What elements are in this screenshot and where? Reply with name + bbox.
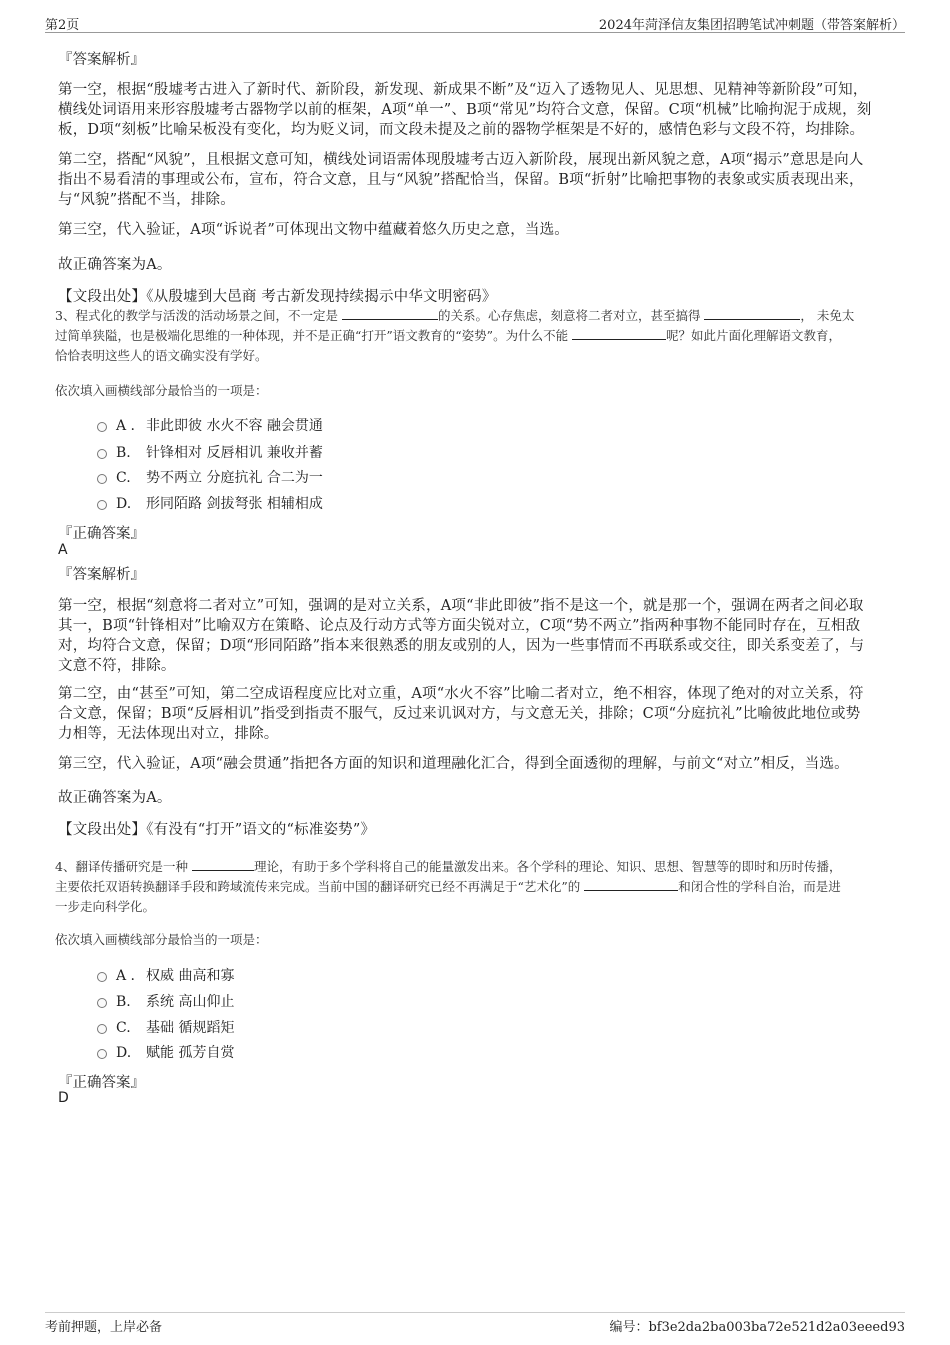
q2-analysis-p1 — [58, 80, 872, 140]
q3-analysis-label: 『答案解析』 — [58, 567, 145, 583]
text-line: 横线处词语用来形容殷墟考古器物学以前的框架，A项“单一”、B项“常见”均符合文意，保留。C项“机械”比喻拘泥于成规，刻 — [58, 102, 872, 118]
q4-stem — [55, 857, 905, 917]
text-line: 指出不易看清的事理或公布，宣布，符合文意，且与“风貌”搭配恰当，保留。B项“折射”比喻把事物的表象或实质表现出来， — [58, 172, 864, 188]
q3-prompt: 依次填入画横线部分最恰当的一项是： — [55, 383, 268, 398]
fill-blank-2 — [584, 878, 678, 891]
page-footer — [45, 1312, 905, 1335]
q4-answer-label: 『正确答案』 — [58, 1075, 145, 1091]
q3-option-c[interactable]: C. 势不两立 分庭抗礼 合二为一 — [97, 468, 323, 488]
text-line: 其一，B项“针锋相对”比喻双方在策略、论点及行动方式等方面尖锐对立，C项“势不两立”指两种事物不能同时存在，互相敌 — [58, 618, 861, 634]
fill-blank-1 — [192, 858, 254, 871]
radio-button[interactable] — [97, 449, 107, 459]
text-line: 板，D项“刻板”比喻呆板没有变化，均为贬义词，而文段未提及之前的器物学框架是不好的，感情色彩与文段不符，均排除。 — [58, 122, 865, 138]
q3-option-b[interactable]: B. 针锋相对 反唇相讥 兼收并蓄 — [97, 443, 323, 463]
stem-line: 3、程式化的教学与活泼的活动场景之间，不一定是 的关系。心存焦虑，刻意将二者对立，甚至搞得 ， 未免太 — [55, 308, 855, 323]
radio-button[interactable] — [97, 500, 107, 510]
radio-button[interactable] — [97, 998, 107, 1008]
q2-analysis-p3: 第三空，代入验证，A项“诉说者”可体现出文物中蕴藏着悠久历史之意，当选。 — [58, 222, 569, 238]
q3-analysis-p3: 第三空，代入验证，A项“融会贯通”指把各方面的知识和道理融化汇合，得到全面透彻的理解，与前文“对立”相反，当选。 — [58, 756, 849, 772]
q4-answer-value: D — [58, 1090, 69, 1106]
q4-prompt: 依次填入画横线部分最恰当的一项是： — [55, 932, 268, 947]
q3-analysis-p1 — [58, 596, 864, 676]
text-line: 第二空，由“甚至”可知，第二空成语程度应比对立重，A项“水火不容”比喻二者对立，绝不相容，体现了绝对的对立关系，符 — [58, 686, 864, 702]
text-line: 第一空，根据“殷墟考古进入了新时代、新阶段，新发现、新成果不断”及“迈入了透物见人、见思想、见精神等新阶段”可知， — [58, 82, 868, 98]
radio-button[interactable] — [97, 972, 107, 982]
fill-blank-1 — [342, 307, 438, 320]
document-title: 2024年菏泽信友集团招聘笔试冲刺题（带答案解析） — [598, 18, 905, 33]
stem-line: 过简单狭隘，也是极端化思维的一种体现，并不是正确“打开”语文教育的“姿势”。为什么不能 呢？如此片面化理解语文教育， — [55, 328, 842, 343]
q3-source: 【文段出处】《有没有“打开”语文的“标准姿势”》 — [58, 822, 376, 838]
q3-answer-value: A — [58, 542, 68, 558]
q3-stem — [55, 306, 905, 366]
q2-analysis-conclusion: 故正确答案为A。 — [58, 257, 172, 273]
document-code: 编号：bf3e2da2ba003ba72e521d2a03eeed93 — [609, 1320, 905, 1335]
stem-line: 4、翻译传播研究是一种 理论，有助于多个学科将自己的能量激发出来。各个学科的理论、知识、思想、智慧等的即时和历时传播， — [55, 859, 842, 874]
q2-analysis-p2 — [58, 150, 864, 210]
q3-analysis-conclusion: 故正确答案为A。 — [58, 790, 172, 806]
q2-analysis-label: 『答案解析』 — [58, 52, 145, 68]
radio-button[interactable] — [97, 1049, 107, 1059]
text-line: 力相等，无法体现出对立，排除。 — [58, 726, 279, 742]
text-line: 第二空，搭配“风貌”，且根据文意可知，横线处词语需体现殷墟考古迈入新阶段，展现出新风貌之意，A项“揭示”意思是向人 — [58, 152, 864, 168]
text-line: 第一空，根据“刻意将二者对立”可知，强调的是对立关系，A项“非此即彼”指不是这一个，就是那一个，强调在两者之间必取 — [58, 598, 864, 614]
page-number: 第2页 — [45, 18, 80, 33]
q3-analysis-p2 — [58, 684, 864, 744]
radio-button[interactable] — [97, 1024, 107, 1034]
fill-blank-2 — [704, 307, 800, 320]
q4-option-a[interactable]: A . 权威 曲高和寡 — [97, 966, 234, 986]
q3-option-a[interactable]: A . 非此即彼 水火不容 融会贯通 — [97, 416, 323, 436]
stem-line: 恰恰表明这些人的语文确实没有学好。 — [55, 348, 268, 363]
q2-source: 【文段出处】《从殷墟到大邑商 考古新发现持续揭示中华文明密码》 — [58, 289, 497, 305]
q3-option-d[interactable]: D. 形同陌路 剑拔弩张 相辅相成 — [97, 494, 323, 514]
radio-button[interactable] — [97, 474, 107, 484]
stem-line: 一步走向科学化。 — [55, 899, 156, 914]
footer-note: 考前押题，上岸必备 — [45, 1320, 163, 1335]
text-line: 对，均符合文意，保留；D项“形同陌路”指本来很熟悉的朋友或别的人，因为一些事情而不再联系或交往，即关系变差了，与 — [58, 638, 865, 654]
text-line: 与“风貌”搭配不当，排除。 — [58, 192, 235, 208]
fill-blank-3 — [572, 327, 666, 340]
stem-line: 主要依托双语转换翻译手段和跨域流传来完成。当前中国的翻译研究已经不再满足于“艺术化”的 和闭合性的学科自治，而是进 — [55, 879, 841, 894]
page-header — [45, 10, 905, 33]
q3-answer-label: 『正确答案』 — [58, 526, 145, 542]
q4-option-c[interactable]: C. 基础 循规蹈矩 — [97, 1018, 234, 1038]
text-line: 文意不符，排除。 — [58, 658, 176, 674]
text-line: 合文意，保留；B项“反唇相讥”指受到指责不服气，反过来讥讽对方，与文意无关，排除；C项“分庭抗礼”比喻彼此地位或势 — [58, 706, 861, 722]
radio-button[interactable] — [97, 422, 107, 432]
q4-option-d[interactable]: D. 赋能 孤芳自赏 — [97, 1043, 234, 1063]
q4-option-b[interactable]: B. 系统 高山仰止 — [97, 992, 234, 1012]
